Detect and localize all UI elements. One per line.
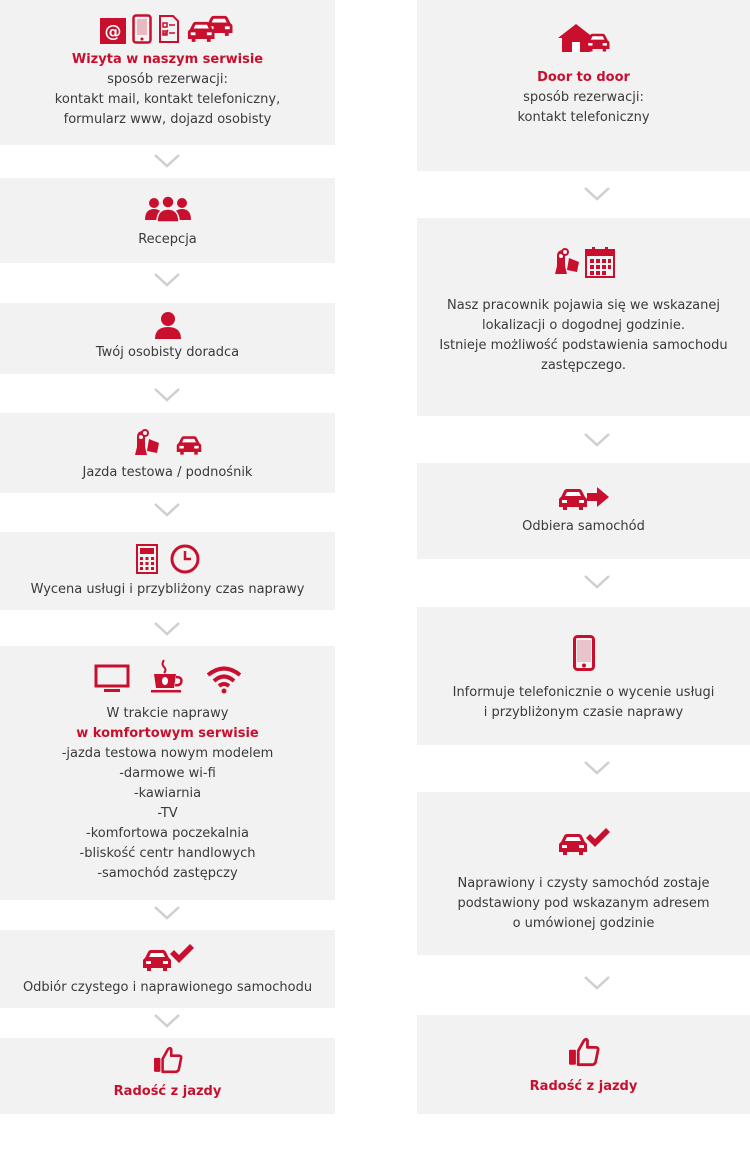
email-icon: [100, 18, 126, 44]
reception-label: Recepcja: [138, 232, 197, 247]
visit-icons: [0, 14, 335, 44]
chevron-down-icon: [153, 272, 181, 288]
chevron-down-icon: [583, 186, 611, 202]
phone-icon: [132, 14, 152, 44]
joy-card: [0, 1038, 335, 1114]
quote-card: [0, 532, 335, 610]
pickup-label: Odbiór czystego i naprawionego samochodu: [22, 980, 313, 995]
svg-text:@: @: [104, 22, 121, 42]
advisor-label: Twój osobisty doradca: [95, 345, 240, 360]
chevron-down-icon: [153, 387, 181, 403]
return-card: [417, 792, 750, 955]
employee-line-2: lokalizacji o dogodnej godzinie.: [482, 318, 685, 333]
comfort-line-1: W trakcie naprawy: [106, 706, 229, 721]
chevron-down-icon: [153, 1013, 181, 1029]
door-line-1: sposób rezerwacji:: [523, 90, 644, 105]
joy-card: [417, 1015, 750, 1114]
tv-icon: [94, 664, 130, 694]
test-drive-card: [0, 413, 335, 493]
comfort-item: -TV: [157, 806, 178, 821]
coffee-icon: [150, 658, 186, 694]
employee-line-1: Nasz pracownik pojawia się we wskazanej: [447, 298, 720, 313]
thumbs-up-icon: [151, 1046, 185, 1074]
pickup-card: [0, 930, 335, 1008]
inform-card: [417, 607, 750, 745]
joy-label: Radość z jazdy: [529, 1079, 638, 1094]
car-check-icon: [141, 942, 195, 972]
clock-icon: [170, 544, 200, 574]
two-cars-icon: [186, 14, 236, 44]
wifi-icon: [206, 666, 242, 694]
chevron-down-icon: [583, 975, 611, 991]
car-check-icon: [557, 826, 611, 856]
reception-card: [0, 178, 335, 263]
keys-icon: [553, 246, 581, 278]
return-line-3: o umówionej godzinie: [512, 916, 655, 931]
car-icon: [175, 433, 203, 457]
employee-card: [417, 218, 750, 416]
house-car-icon: [556, 22, 612, 54]
visit-line-1: sposób rezerwacji:: [107, 72, 228, 87]
door-line-2: kontakt telefoniczny: [517, 110, 650, 125]
comfort-title: w komfortowym serwisie: [76, 726, 259, 741]
visit-card: [0, 0, 335, 145]
employee-line-4: zastępczego.: [541, 358, 626, 373]
visit-line-2: kontakt mail, kontakt telefoniczny,: [54, 92, 281, 107]
door-title: Door to door: [537, 70, 630, 85]
person-icon: [154, 311, 182, 339]
calculator-icon: [136, 544, 158, 574]
return-line-1: Naprawiony i czysty samochód zostaje: [457, 876, 710, 891]
comfort-item: -jazda testowa nowym modelem: [61, 746, 274, 761]
employee-line-3: Istnieje możliwość podstawienia samochodu: [439, 338, 728, 353]
car-arrow-icon: [557, 485, 611, 511]
inform-line-2: i przybliżonym czasie naprawy: [483, 705, 684, 720]
comfort-item: -komfortowa poczekalnia: [86, 826, 249, 841]
visit-title: Wizyta w naszym serwisie: [71, 52, 264, 67]
comfort-item: -bliskość centr handlowych: [79, 846, 256, 861]
people-icon: [145, 196, 191, 222]
comfort-item: -samochód zastępczy: [97, 866, 238, 881]
visit-line-3: formularz www, dojazd osobisty: [63, 112, 272, 127]
keys-icon: [133, 429, 161, 457]
form-icon: [158, 14, 180, 44]
chevron-down-icon: [153, 153, 181, 169]
advisor-card: [0, 303, 335, 374]
chevron-down-icon: [583, 574, 611, 590]
chevron-down-icon: [153, 502, 181, 518]
smartphone-icon: [573, 635, 595, 671]
test-drive-label: Jazda testowa / podnośnik: [82, 465, 253, 480]
chevron-down-icon: [583, 760, 611, 776]
calendar-icon: [585, 246, 615, 278]
door-card: [417, 0, 750, 171]
joy-label: Radość z jazdy: [113, 1084, 222, 1099]
collect-label: Odbiera samochód: [522, 519, 645, 534]
inform-line-1: Informuje telefonicznie o wycenie usługi: [452, 685, 715, 700]
chevron-down-icon: [583, 432, 611, 448]
return-line-2: podstawiony pod wskazanym adresem: [457, 896, 710, 911]
comfort-item: -kawiarnia: [133, 786, 202, 801]
quote-label: Wycena usługi i przybliżony czas naprawy: [30, 582, 305, 597]
chevron-down-icon: [153, 905, 181, 921]
thumbs-up-icon: [567, 1037, 601, 1067]
collect-card: [417, 463, 750, 559]
chevron-down-icon: [153, 621, 181, 637]
comfort-card: [0, 646, 335, 900]
comfort-item: -darmowe wi-fi: [119, 766, 216, 781]
